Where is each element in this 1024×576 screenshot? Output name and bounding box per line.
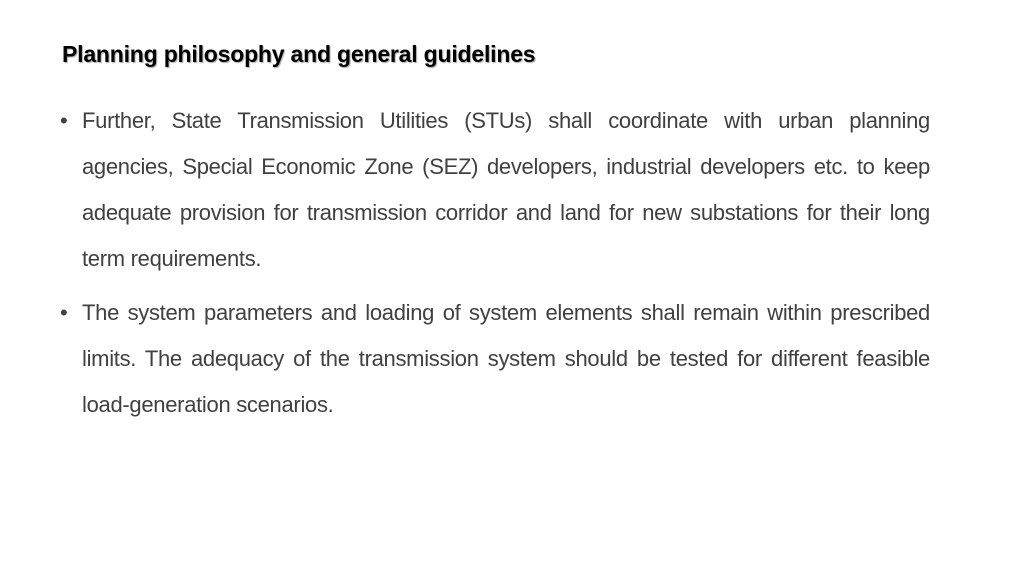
bullet-item [60,290,930,428]
bullet-text: The system parameters and loading of system elements shall remain within prescribed limits. The adequacy of the transmission system should be tested for different feasible load-generation scenarios. [82,300,930,417]
bullet-marker: • [60,108,68,133]
bullet-list [60,98,930,436]
slide-title: Planning philosophy and general guidelines [62,41,536,67]
bullet-text: Further, State Transmission Utilities (STUs) shall coordinate with urban planning agencies, Special Economic Zone (SEZ) developers, industrial developers etc. to keep adequate provision for transmission corridor and land for new substations for their long term requirements. [82,108,930,271]
bullet-item [60,98,930,282]
bullet-marker: • [60,300,68,325]
